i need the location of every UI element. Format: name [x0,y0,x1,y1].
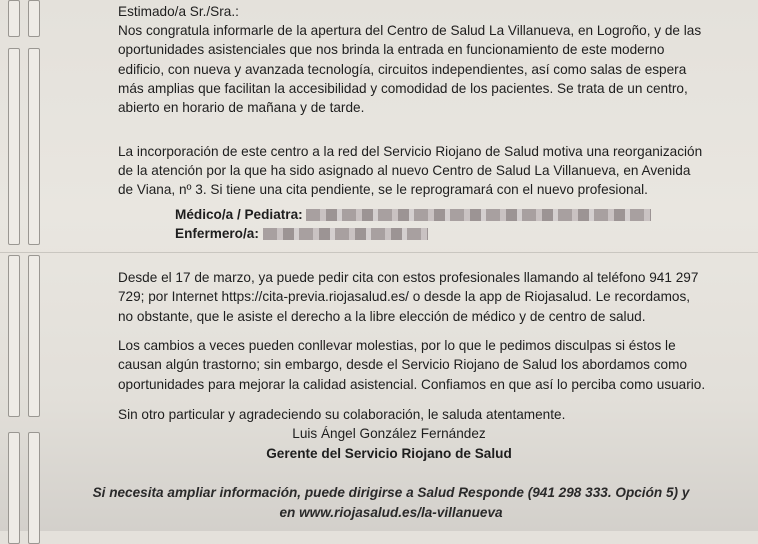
paragraph-4-line: oportunidades para mejorar la calidad asistencial. Confiamos en que así lo perciba como usuario. [118,377,706,392]
greeting: Estimado/a Sr./Sra.: [118,4,239,19]
perforation [8,255,20,417]
paragraph-1-line: abierto en horario de mañana y de tarde. [118,100,365,115]
paragraph-1-line: Nos congratula informarle de la apertura del Centro de Salud La Villanueva, en Logroño, y de las [118,23,702,38]
paragraph-2-line: de Viana, nº 3. Si tiene una cita pendiente, se le reprogramará con el nuevo profesional. [118,182,648,197]
signer-name: Luis Ángel González Fernández [292,426,486,441]
paragraph-3-line: no obstante, que le asiste el derecho a la libre elección de médico y de centro de salud. [118,309,646,324]
redacted-nurse-name [263,228,428,240]
nurse-label: Enfermero/a: [175,226,259,241]
paragraph-2-line: de la atención por la que ha sido asignado al nuevo Centro de Salud La Villanueva, en Avenida [118,163,691,178]
footer-line: en www.riojasalud.es/la-villanueva [279,505,503,520]
signer-title: Gerente del Servicio Riojano de Salud [266,446,512,461]
footer-line: Si necesita ampliar información, puede dirigirse a Salud Responde (941 298 333. Opción 5) y [92,485,690,500]
doctor-label: Médico/a / Pediatra: [175,207,303,222]
perforation [28,0,40,37]
perforation [8,0,20,37]
paragraph-1-line: edificio, con nueva y avanzada tecnología, circuitos independientes, así como salas de espera [118,62,687,77]
paragraph-3-line: Desde el 17 de marzo, ya puede pedir cita con estos profesionales llamando al teléfono 941 297 [118,270,699,285]
perforation [28,48,40,245]
paragraph-3-line: 729; por Internet https://cita-previa.riojasalud.es/ o desde la app de Riojasalud. Le recordamos, [118,289,691,304]
paragraph-1-line: oportunidades asistenciales que nos brinda la entrada en funcionamiento de este moderno [118,42,665,57]
redacted-doctor-name [306,209,651,221]
perforation [28,255,40,417]
fold-line [0,252,758,253]
paragraph-4-line: causan algún trastorno; sin embargo, desde el Servicio Riojano de Salud los abordamos como [118,357,687,372]
paragraph-2-line: La incorporación de este centro a la red del Servicio Riojano de Salud motiva una reorganización [118,144,703,159]
perforation [8,48,20,245]
paragraph-1-line: más amplias que facilitan la accesibilidad y comodidad de los pacientes. Se trata de un centro, [118,81,688,96]
nurse-row [175,225,428,243]
closing: Sin otro particular y agradeciendo su colaboración, le saluda atentamente. [118,407,566,422]
paragraph-4-line: Los cambios a veces pueden conllevar molestias, por lo que le pedimos disculpas si éstos le [118,338,676,353]
doctor-row [175,206,651,224]
